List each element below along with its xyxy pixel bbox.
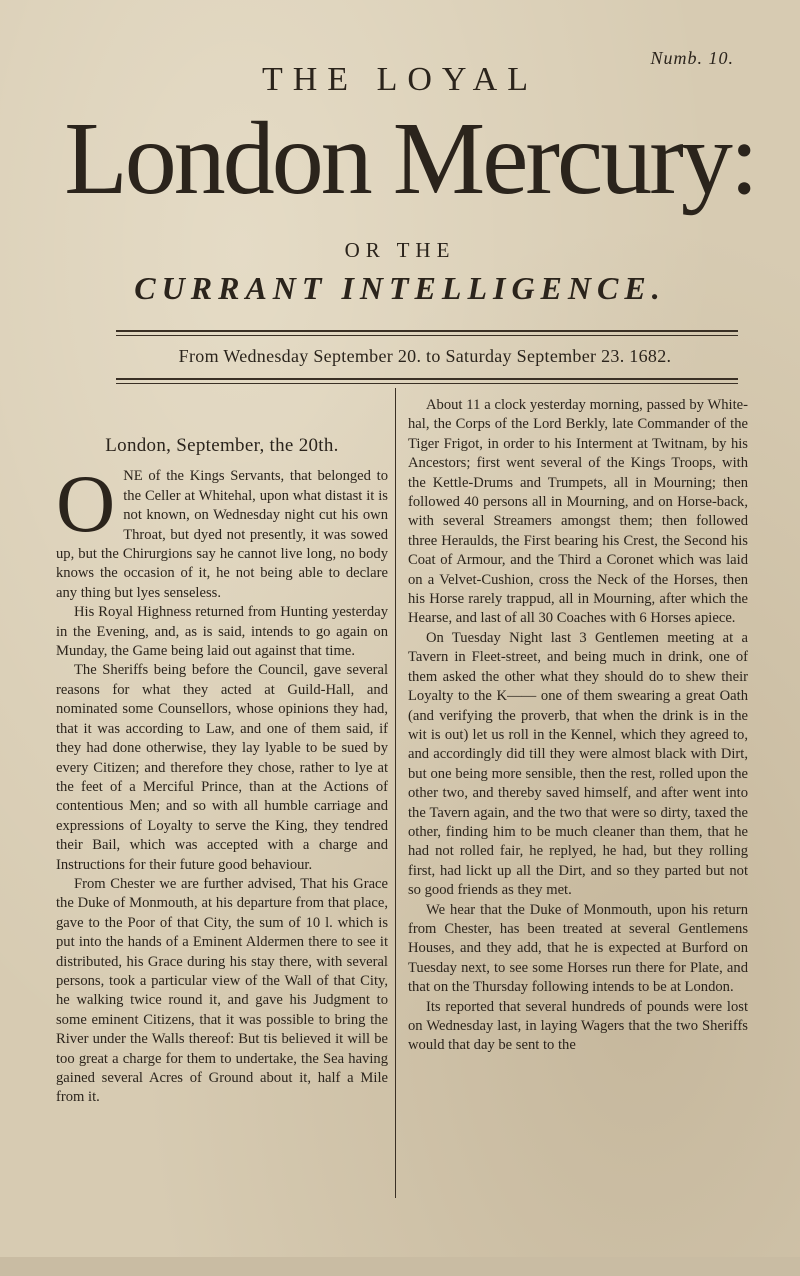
article-paragraph: ONE of the Kings Servants, that belonged to the Celler at Whitehal, upon what distast it is not known, on Wednesday night cut his own Throat, but dyed not presently, it was sowed up, but the Chirurgions say he cannot live long, no body knows the occasion of it, he not being able to declare any thing but lyes senseless. (56, 458, 388, 601)
masthead-or: OR THE (344, 238, 456, 262)
section-heading: London, September, the 20th. (105, 435, 339, 456)
header-rule-top (116, 330, 738, 332)
header-rule-bottom (116, 378, 738, 380)
masthead-top: THE LOYAL (261, 61, 539, 98)
header-rule-top-thin (116, 335, 738, 336)
article-paragraph: His Royal Highness returned from Hunting yesterday in the Evening, and, as is said, intends to go again on Munday, the Game being laid out against that time. (56, 604, 388, 660)
article-paragraph: On Tuesday Night last 3 Gentlemen meeting at a Tavern in Fleet-street, and being much in drink, one of them asked the other what they should do to shew their Loyalty to the K—— one of them swearing a great Oath (and verifying the proverb, that when the drink is in the wit is out) let us roll in the Kennel, which they agreed to, and accordingly did till they were almost black with Dirt, but one being more sensible, then the rest, rolled upon the other two, and thereby saved himself, and after went into the Tavern again, and the two that were so dirty, taxed the other, finding him to be much cleaner than them, that he had not rolled fair, he replyed, he had, but they rolling first, had lickt up all the Dirt, and so they parted but not so good friends as they met. (408, 629, 748, 899)
article-columns (56, 396, 760, 1236)
article-paragraph: We hear that the Duke of Monmouth, upon his return from Chester, has been treated at several Gentlemens Houses, and they add, that he is expected at Burford on Tuesday next, to see some Horses run there for Plate, and that on the Thursday following intends to be at London. (408, 901, 748, 996)
masthead (0, 60, 800, 308)
drop-cap: O (56, 458, 116, 550)
column-divider (395, 388, 396, 1198)
masthead-subtitle: CURRANT INTELLIGENCE. (134, 270, 666, 306)
article-paragraph: The Sheriffs being before the Council, gave several reasons for what they acted at Guild-Hall, and nominated some Counsellors, whose opinions they had, that it was according to Law, and one of them said, if they had done otherwise, they lay lyable to be sued by every Citizen; and therefore they chose, rather to lye at the feet of a Merciful Prince, than at the Actions of contentious Men; and so with all humble carriage and expressions of Loyalty to serve the King, they tendred their Bail, which was accepted with a charge and Instructions for their future good behaviour. (56, 662, 388, 873)
article-paragraph: From Chester we are further advised, That his Grace the Duke of Monmouth, at his departure from that place, gave to the Poor of that City, the sum of 10 l. which is put into the hands of a Eminent Aldermen there to see it distributed, his Grace during his stay there, with several persons, took a particular view of the Wall of that City, he walking twice round it, and gave his Judgment to some eminent Citizens, that it was possible to bring the River under the Walls thereof: But tis believed it will be too great a charge for them to undertake, the Sea having gained several Acres of Ground about it, half a Mile from it. (56, 875, 388, 1106)
right-column (408, 396, 748, 1236)
header-rule-bottom-thin (116, 383, 738, 384)
masthead-title: London Mercury: (64, 101, 756, 216)
dateline: From Wednesday September 20. to Saturday September 23. 1682. (178, 346, 672, 366)
article-paragraph: About 11 a clock yesterday morning, passed by White-hal, the Corps of the Lord Berkly, late Commander of the Tiger Frigot, in order to his Interment at Twitnam, by his Ancestors; first went several of the Kings Troops, with the Kettle-Drums and Trumpets, all in Mourning; then followed 40 persons all in Mourning, and on Horse-back, with several Streamers amongst them; then followed three Heraulds, the First bearing his Crest, the Second his Coat of Armour, and the Third a Coronet which was laid on a Velvet-Cushion, cross the Neck of the Horses, then his Horse rarely trappud, all in Mourning, after which the Hearse, and last of all 30 Coaches with 6 Horses apiece. (408, 397, 748, 627)
issue-number: Numb. 10. (650, 48, 734, 68)
left-column (56, 396, 388, 1276)
article-paragraph: Its reported that several hundreds of pounds were lost on Wednesday last, in laying Wagers that the two Sheriffs would that day be sent to the (408, 998, 748, 1054)
